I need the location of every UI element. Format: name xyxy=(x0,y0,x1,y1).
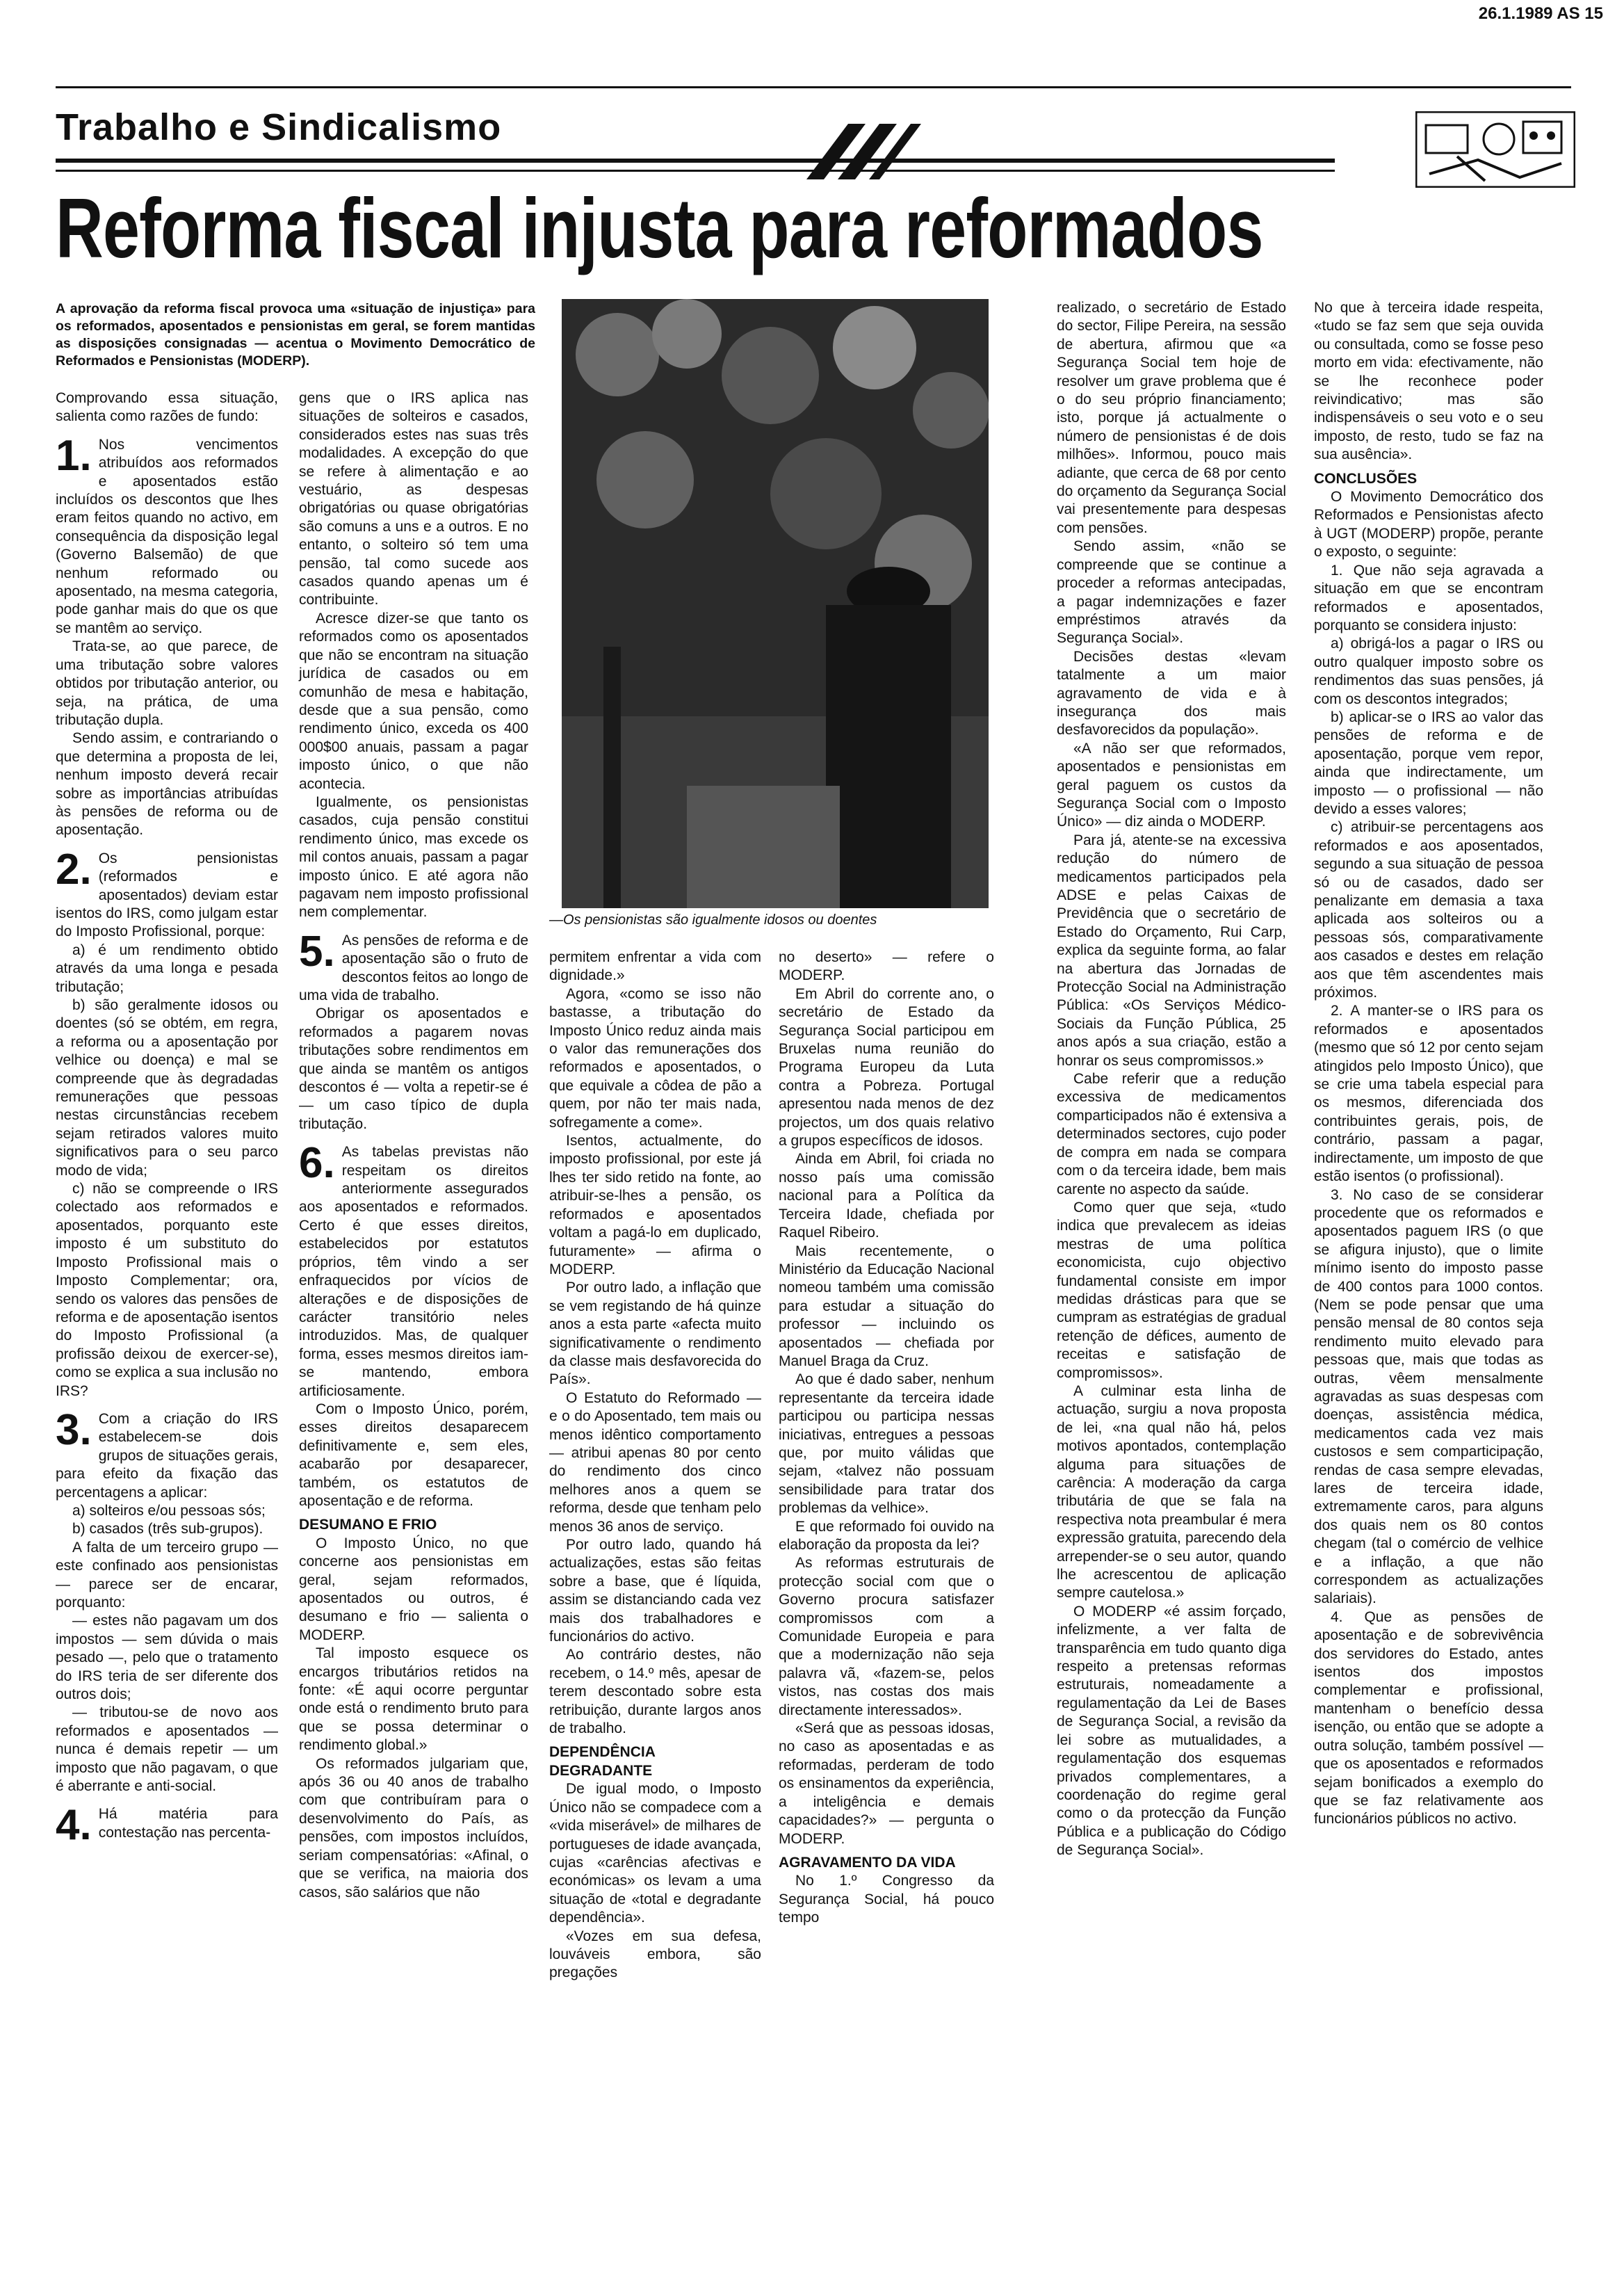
numbered-point-5: 5. As pensões de reforma e de aposentação são o fruto de descontos feitos ao longo de uma vida de trabalho. xyxy=(299,927,528,1003)
subheading-agravamento: AGRAVAMENTO DA VIDA xyxy=(779,1854,956,1871)
numbered-point-6: 6. As tabelas previstas não respeitam os direitos anteriormente assegurados aos aposentados e reformados. Certo é que esses direitos, estabelecidos por estatutos próprios, têm vindo a ser enfraquecidos por vícios de alterações e de disposições de carácter transitório neles introduzidos. Mas, de qualquer forma, esses mesmos direitos iam-se mantendo, embora artificiosamente. xyxy=(299,1139,528,1399)
paragraph: Decisões destas «levam tatalmente a um maior agravamento de vida e à insegurança dos mais desfavorecidos da população». xyxy=(1057,648,1286,739)
paragraph: Por outro lado, quando há actualizações, estas são feitas sobre a base, que é líquida, assim se distanciando cada vez mais dos trabalhadores e funcionários do activo. xyxy=(549,1537,761,1645)
paragraph: a) é um rendimento obtido através da uma longa e pesada tributação; xyxy=(56,942,278,995)
top-rule xyxy=(56,86,1571,88)
numbered-point-2: 2. Os pensionistas (reformados e aposentados) deviam estar isentos do IRS, como julgam estar do Imposto Profissional, porque: xyxy=(56,845,278,940)
paragraph: b) aplicar-se o IRS ao valor das pensões de reforma e de aposentação, porque vem repor, ainda que indirectamente, um imposto — o profissional — não devido a esses valores; xyxy=(1314,709,1543,817)
paragraph: As pensões de reforma e de aposentação são o fruto de descontos feitos ao longo de uma vida de trabalho. xyxy=(299,932,528,1003)
paragraph: «A não ser que reformados, aposentados e pensionistas em geral paguem os custos da Segurança Social com o Imposto Único» — diz ainda o MODERP. xyxy=(1057,740,1286,830)
paragraph: Sendo assim, «não se compreende que se continue a proceder a reformas antecipadas, a pagar indemnizações e fazer empréstimos através da Segurança Social». xyxy=(1057,538,1286,647)
paragraph: — estes não pagavam um dos impostos — sem dúvida o mais pesado —, pelo que o tratamento do IRS teria de ser diferente dos outros dois; xyxy=(56,1613,278,1703)
column-5 xyxy=(1057,299,1286,1860)
paragraph: c) não se compreende o IRS colectado aos reformados e aposentados, porquanto este imposto é um substituto do Imposto Profissional mais o Imposto Complementar; ora, sendo os valores das pensões de reforma e de aposentação isentos do Imposto Profissional (a profissão deixou de exercer-se), como se explica a sua inclusão no IRS? xyxy=(56,1181,278,1399)
paragraph: As tabelas previstas não respeitam os direitos anteriormente assegurados aos aposentados e reformados. Certo é que esses direitos, estabelecidos por estatutos próprios, têm vindo a ser enfraquecidos por vícios de alterações e de disposições de carácter transitório neles introduzidos. Mas, de qualquer forma, esses mesmos direitos iam-se mantendo, embora artificiosamente. xyxy=(299,1144,528,1399)
paragraph: A culminar esta linha de actuação, surgiu a nova proposta de lei, «na qual não há, pelos motivos apontados, contemplação alguma para situações de carência: A moderação da carga tributária de que se fala na respectiva nota preambular é mera expressão gratuita, parecendo dela arrepender-se o seu autor, quando lhe acrescentou de aplicação sempre cautelosa.» xyxy=(1057,1382,1286,1601)
numbered-point-1: 1. Nos vencimentos atribuídos aos reformados e aposentados estão incluídos os descontos que lhes eram feitos quando no activo, em consequência da disposição legal (Governo Balsemão) de que nenhum reformado ou aposentado, na mesma categoria, pode ganhar mais do que os que se mantêm ao serviço. xyxy=(56,431,278,636)
paragraph: Com a criação do IRS estabelecem-se dois grupos de situações gerais, para efeito da fixação das percentagens a aplicar: xyxy=(56,1410,278,1501)
paragraph: b) são geralmente idosos ou doentes (só se obtém, em regra, a reforma ou a aposentação por velhice ou doença) e mal se compreende que às degradadas remunerações que pessoas nestas circunstâncias recebem sejam retirados valores muito significativos para o seu parco modo de vida; xyxy=(56,997,278,1179)
paragraph: Isentos, actualmente, do imposto profissional, por este já lhes ter sido retido na fonte, ao atribuir-se-lhes a pensão, os reformados e aposentados voltam a pagá-lo em duplicado, futuramente» — afirma o MODERP. xyxy=(549,1133,761,1277)
section-rule-thin xyxy=(56,170,1335,172)
paragraph: Ao contrário destes, não recebem, o 14.º mês, apesar de terem descontado sobre esta retribuição, durante largos anos de trabalho. xyxy=(549,1647,761,1737)
paragraph: O MODERP «é assim forçado, infelizmente, a ver falta de transparência em tudo quanto diga respeito a pretensas reformas estruturais, nomeadamente a regulamentação da Lei de Bases de Segurança Social, a revisão da lei sobre as mutualidades, a regulamentação dos esquemas privados complementares, a coordenação do regime geral como o da protecção da Função Pública e a publicação do Código de Segurança Social». xyxy=(1057,1603,1286,1859)
paragraph: «Vozes em sua defesa, louváveis embora, são pregações xyxy=(549,1928,761,1981)
column-6 xyxy=(1314,299,1543,1829)
paragraph: Ao que é dado saber, nenhum representante da terceira idade participou ou participa nessas iniciativas, entregues a pessoas que, por muito válidas que sejam, «talvez não possuam sensibilidade para tratar dos problemas da velhice». xyxy=(779,1371,994,1517)
paragraph: realizado, o secretário de Estado do sector, Filipe Pereira, na sessão de abertura, afirmou que «a Segurança Social tem hoje de resolver um grave problema que é o do seu próprio financiamento; isto, porque já actualmente o número de pensionistas é de dois milhões». Informou, pouco mais adiante, que cerca de 68 por cento do orçamento da Segurança Social vai presentemente para despesas com pensões. xyxy=(1057,300,1286,536)
paragraph: Os reformados julgariam que, após 36 ou 40 anos de trabalho com que contribuíram para o desenvolvimento do País, as pensões, com impostos incluídos, seriam compensatórias: «Afinal, o que se verifica, na maioria dos casos, são salários que não xyxy=(299,1755,528,1900)
paragraph: O Imposto Único, no que concerne aos pensionistas em geral, sejam reformados, aposentados ou outros, é desumano e frio — salienta o MODERP. xyxy=(299,1535,528,1643)
paragraph: O Movimento Democrático dos Reformados e Pensionistas afecto à UGT (MODERP) propõe, perante o exposto, o seguinte: xyxy=(1314,489,1543,560)
paragraph: Ainda em Abril, foi criada no nosso país uma comissão nacional para a Política da Terceira Idade, chefiada por Raquel Ribeiro. xyxy=(779,1151,994,1241)
column-4 xyxy=(779,949,994,1928)
paragraph: 4. Que as pensões de aposentação e de sobrevivência dos servidores do Estado, antes isentos dos impostos complementar e profissional, mantenham o benefício dessa isenção, ou então que se adopte a outra solução, também possível — que os aposentados e reformados sejam bonificados a exemplo do que se faz relativamente aos funcionários públicos no activo. xyxy=(1314,1608,1543,1827)
paragraph: Mais recentemente, o Ministério da Educação Nacional nomeou também uma comissão para estudar a situação do professor — incluindo os aposentados — chefiada por Manuel Braga da Cruz. xyxy=(779,1243,994,1369)
section-rule xyxy=(56,159,1335,163)
numbered-point-3: 3. Com a criação do IRS estabelecem-se dois grupos de situações gerais, para efeito da fixação das percentagens a aplicar: xyxy=(56,1405,278,1501)
paragraph: E que reformado foi ouvido na elaboração da proposta da lei? xyxy=(779,1518,994,1553)
lead-paragraph: A aprovação da reforma fiscal provoca uma «situação de injustiça» para os reformados, aposentados e pensionistas em geral, se forem mantidas as disposições consignadas — acentua o Movimento Democrático de Reformados e Pensionistas (MODERP). xyxy=(56,301,535,369)
paragraph: No 1.º Congresso da Segurança Social, há pouco tempo xyxy=(779,1873,994,1926)
paragraph: a) obrigá-los a pagar o IRS ou outro qualquer imposto sobre os rendimentos das suas pensões, já com os descontos integrados; xyxy=(1314,636,1543,707)
paragraph: Igualmente, os pensionistas casados, cuja pensão constitui rendimento único, mas excede os mil contos anuais, passam a pagar imposto único. E até agora não pagavam nem imposto profissional nem complementar. xyxy=(299,793,528,921)
photo-placeholder-graphic xyxy=(562,299,989,908)
subheading-desumano: DESUMANO E FRIO xyxy=(299,1517,437,1533)
column-2 xyxy=(299,389,528,1902)
paragraph: Em Abril do corrente ano, o secretário de Estado da Segurança Social participou em Bruxelas numa reunião do Programa Europeu da Luta contra a Pobreza. Portugal apresentou nada menos de dez projectos, um dos quais relativo a grupos específicos de idosos. xyxy=(779,985,994,1149)
paragraph: O Estatuto do Reformado — e o do Aposentado, tem mais ou menos idêntico comportamento — atribui apenas 80 por cento do rendimento dos cinco melhores anos a quem se reforma, desde que tenham pelo menos 36 anos de serviço. xyxy=(549,1389,761,1535)
paragraph: Sendo assim, e contrariando o que determina a proposta de lei, nenhum imposto deverá recair sobre as importâncias atribuídas às pensões de reforma ou de aposentação. xyxy=(56,730,278,839)
paragraph: Com o Imposto Único, porém, esses direitos desaparecem definitivamente e, sem eles, acabarão por desaparecer, também, os estatutos de aposentação e de reforma. xyxy=(299,1401,528,1509)
paragraph: c) atribuir-se percentagens aos reformados e aos aposentados, segundo a sua situação de pessoa só ou de casados, dado ser penalizante em demasia a taxa aplicada aos solteiros ou a pessoas sós, comparativamente aos casados e destes em relação aos que têm ascendentes mais próximos. xyxy=(1314,819,1543,1001)
paragraph: As reformas estruturais de protecção social com que o Governo procura satisfazer compromissos com a Comunidade Europeia e para que a modernização não seja palavra vã, «fazem-se, pelos vistos, nas costas dos mais directamente interessados». xyxy=(779,1555,994,1718)
paragraph: Cabe referir que a redução excessiva de medicamentos comparticipados não é extensiva a determinados sectores, cujo poder de compra em nada se compara com o da terceira idade, bem mais carente no aspecto da saúde. xyxy=(1057,1071,1286,1197)
paragraph: Obrigar os aposentados e reformados a pagarem novas tributações sobre rendimentos em que ainda se mantêm os antigos descontos é — volta a repetir-se é — um caso típico de dupla tributação. xyxy=(299,1006,528,1132)
paragraph: Trata-se, ao que parece, de uma tributação sobre valores obtidos por tributação anterior, ou seja, na prática, de uma tributação dupla. xyxy=(56,638,278,728)
paragraph: permitem enfrentar a vida com dignidade.» xyxy=(549,949,761,984)
paragraph: Para já, atente-se na excessiva redução do número de medicamentos participados pela ADSE e pelas Caixas de Previdência que o secretário de Estado do Orçamento, Rui Carp, explica da seguinte forma, ao falar na abertura das Jornadas de Protecção Social na Administração Pública: «Os Serviços Médico-Sociais da Função Pública, 25 anos após a sua criação, estão a honrar os seus compromissos.» xyxy=(1057,832,1286,1069)
paragraph: Como quer que seja, «tudo indica que prevalecem as ideias mestras de uma política economicista, cujo objectivo fundamental consiste em impor medidas drásticas para que se cumpram as estratégias de gradual retenção de défices, aumento de receitas e satisfação de compromissos». xyxy=(1057,1199,1286,1381)
paragraph: 1. Que não seja agravada a situação em que se encontram reformados e aposentados, porquanto se considera injusto: xyxy=(1314,562,1543,633)
paragraph: Acresce dizer-se que tanto os reformados como os aposentados que não se encontram na situação jurídica de casados ou em comunhão de mesa e habitação, desde que a sua pensão, como rendimento único, exceda os 400 000$00 anuais, passam a pagar imposto único, o que não acontecia. xyxy=(299,610,528,792)
dateline: 26.1.1989 AS 15 xyxy=(1478,4,1603,23)
paragraph: A falta de um terceiro grupo — este confinado aos pensionistas — parece ser de encarar, porquanto: xyxy=(56,1539,278,1611)
paragraph: gens que o IRS aplica nas situações de solteiros e casados, considerados estes nas suas três modalidades. A excepção do que se refere à alimentação e ao vestuário, as despesas obrigatórias ou quase obrigatórias são comuns a uns e a outros. E no entanto, o solteiro só tem uma pensão, tal como sucede aos casados quando apenas um é contribuinte. xyxy=(299,390,528,608)
paragraph: a) solteiros e/ou pessoas sós; xyxy=(72,1502,266,1519)
subheading-dependencia: DEPENDÊNCIA DEGRADANTE xyxy=(549,1744,656,1779)
paragraph: Os pensionistas (reformados e aposentados) deviam estar isentos do IRS, como julgam estar do Imposto Profissional, porque: xyxy=(56,850,278,940)
paragraph: 2. A manter-se o IRS para os reformados e aposentados (mesmo que só 12 por cento sejam atingidos pelo Imposto Único), que se crie uma tabela especial para os mesmos, diferenciada dos contribuintes gerais, pois, de contrário, passam a pagar, indirectamente, um imposto de que estão isentos (o profissional). xyxy=(1314,1003,1543,1185)
paragraph: «Será que as pessoas idosas, no caso as aposentadas e as reformadas, perderam de todo os ensinamentos da experiência, a inteligência e demais capacidades?» — pergunta o MODERP. xyxy=(779,1720,994,1847)
paragraph: No que à terceira idade respeita, «tudo se faz sem que seja ouvida ou consultada, como se fosse peso morto em vida: efectivamente, não se lhe reconhece poder reivindicativo; mas são indispensáveis o seu voto e o seu imposto, de resto, tudo se faz na sua ausência». xyxy=(1314,300,1543,463)
paragraph: b) casados (três sub-grupos). xyxy=(72,1521,263,1538)
paragraph: 3. No caso de se considerar procedente que os reformados e aposentados paguem IRS (o que se afigura injusto), que o limite mínimo isento do imposto passe de 400 contos para 1000 contos. (Nem se pode pensar que uma pensão mensal de 80 contos seja rendimento muito elevado para pessoas que, mais que todas as outras, vêem mensalmente agravadas as suas despesas com doenças, assistência médica, medicamentos cada vez mais custosos e sem comparticipação, rendas de casa sempre elevadas, lares de terceira idade, extremamente caros, para alguns dos quais nem os 80 contos chegam (tal o comércio de velhice e a inflação, a que não correspondem as actualizações salariais). xyxy=(1314,1186,1543,1607)
column-3 xyxy=(549,949,761,1983)
section-title: Trabalho e Sindicalismo xyxy=(56,106,502,148)
paragraph: Nos vencimentos atribuídos aos reformados e aposentados estão incluídos os descontos que lhes eram feitos quando no activo, em consequência da disposição legal (Governo Balsemão) de que nenhum reformado ou aposentado, na mesma categoria, pode ganhar mais do que os que se mantêm ao serviço. xyxy=(56,436,278,636)
headline: Reforma fiscal injusta para reformados xyxy=(56,181,1263,275)
paragraph: no deserto» — refere o MODERP. xyxy=(779,949,994,984)
paragraph: De igual modo, o Imposto Único não se compadece com a «vida miserável» de milhares de portugueses de idade avançada, cujas «carências afectivas e económicas» os levam a uma situação de «total e degradante dependência». xyxy=(549,1781,761,1926)
numbered-point-4: 4. Há matéria para contestação nas percenta- xyxy=(56,1801,278,1850)
paragraph: — tributou-se de novo aos reformados e aposentados — nunca é demais repetir — um imposto que não pagavam, o que é aberrante e anti-social. xyxy=(56,1704,278,1795)
photo-caption: —Os pensionistas são igualmente idosos ou doentes xyxy=(549,912,877,928)
paragraph: Tal imposto esquece os encargos tributários retidos na fonte: «É aqui ocorre perguntar onde está o rendimento bruto para que se possa determinar o rendimento global.» xyxy=(299,1645,528,1754)
paragraph: Agora, «como se isso não bastasse, a tributação do Imposto Único reduz ainda mais o valor das remunerações dos reformados e aposentados, o que equivale a côdea de pão a quem, por não ter mais nada, sofregamente a come». xyxy=(549,985,761,1131)
paragraph: Por outro lado, a inflação que se vem registando de há quinze anos a esta parte «afecta muito significativamente o rendimento da classe mais desfavorecida do País». xyxy=(549,1280,761,1388)
subheading-conclusoes: CONCLUSÕES xyxy=(1314,470,1418,487)
column-1 xyxy=(56,389,278,1850)
paragraph: Há matéria para contestação nas percenta- xyxy=(98,1806,278,1841)
paragraph: Comprovando essa situação, salienta como razões de fundo: xyxy=(56,390,278,425)
section-illustration-logo xyxy=(1415,111,1575,188)
photo-elderly-person xyxy=(562,299,989,908)
